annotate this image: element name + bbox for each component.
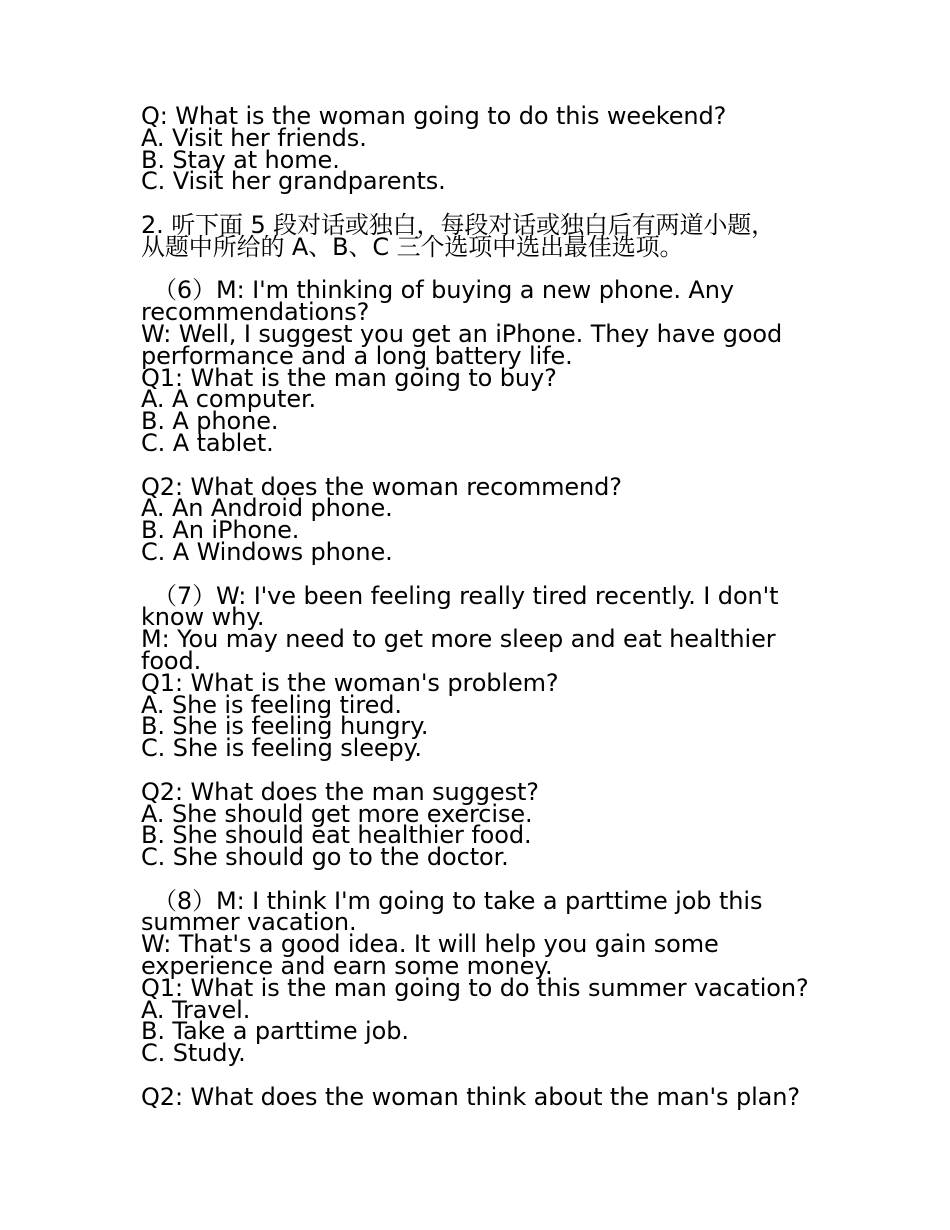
question-text: Q2: What does the woman think about the man's plan? [141,1082,801,1111]
option-c: C. Study. [141,1039,246,1068]
dialogue-line: recommendations? [141,298,370,327]
section-instruction-line: 2. 听下面 5 段对话或独白，每段对话或独白后有两道小题， [141,210,776,239]
dialogue-line: （7）W: I've been feeling really tired recently. I don't [153,581,779,610]
option-b: B. Stay at home. [141,145,340,174]
dialogue-line: summer vacation. [141,908,357,937]
option-a: A. Travel. [141,995,251,1024]
option-c: C. A Windows phone. [141,537,393,566]
question-text: Q2: What does the woman recommend? [141,472,622,501]
option-c: C. She is feeling sleepy. [141,734,422,763]
dialogue-line: food. [141,646,202,675]
option-a: A. She is feeling tired. [141,690,402,719]
option-c: C. Visit her grandparents. [141,167,446,196]
question-text: Q1: What is the man going to buy? [141,363,557,392]
question-text: Q1: What is the woman's problem? [141,668,559,697]
section-instruction-line: 从题中所给的 A、B、C 三个选项中选出最佳选项。 [141,232,684,261]
dialogue-line: W: That's a good idea. It will help you gain some [141,930,719,959]
option-a: A. A computer. [141,385,317,414]
option-a: A. An Android phone. [141,494,393,523]
document-body [141,102,821,1111]
option-b: B. Take a parttime job. [141,1017,409,1046]
option-b: B. A phone. [141,407,279,436]
option-b: B. She should eat healthier food. [141,821,532,850]
option-b: B. An iPhone. [141,516,300,545]
dialogue-line: （6）M: I'm thinking of buying a new phone. Any [153,276,734,305]
option-c: C. She should go to the doctor. [141,843,509,872]
option-a: A. She should get more exercise. [141,799,533,828]
dialogue-line: know why. [141,603,265,632]
dialogue-line: （8）M: I think I'm going to take a parttime job this [153,886,763,915]
option-b: B. She is feeling hungry. [141,712,429,741]
dialogue-line: experience and earn some money. [141,952,553,981]
option-c: C. A tablet. [141,428,274,457]
question-text: Q1: What is the man going to do this summer vacation? [141,973,809,1002]
dialogue-line: W: Well, I suggest you get an iPhone. They have good [141,319,783,348]
question-text: Q2: What does the man suggest? [141,777,539,806]
option-a: A. Visit her friends. [141,123,367,152]
dialogue-line: M: You may need to get more sleep and eat healthier [141,625,776,654]
question-text: Q: What is the woman going to do this weekend? [141,102,727,130]
dialogue-line: performance and a long battery life. [141,341,573,370]
